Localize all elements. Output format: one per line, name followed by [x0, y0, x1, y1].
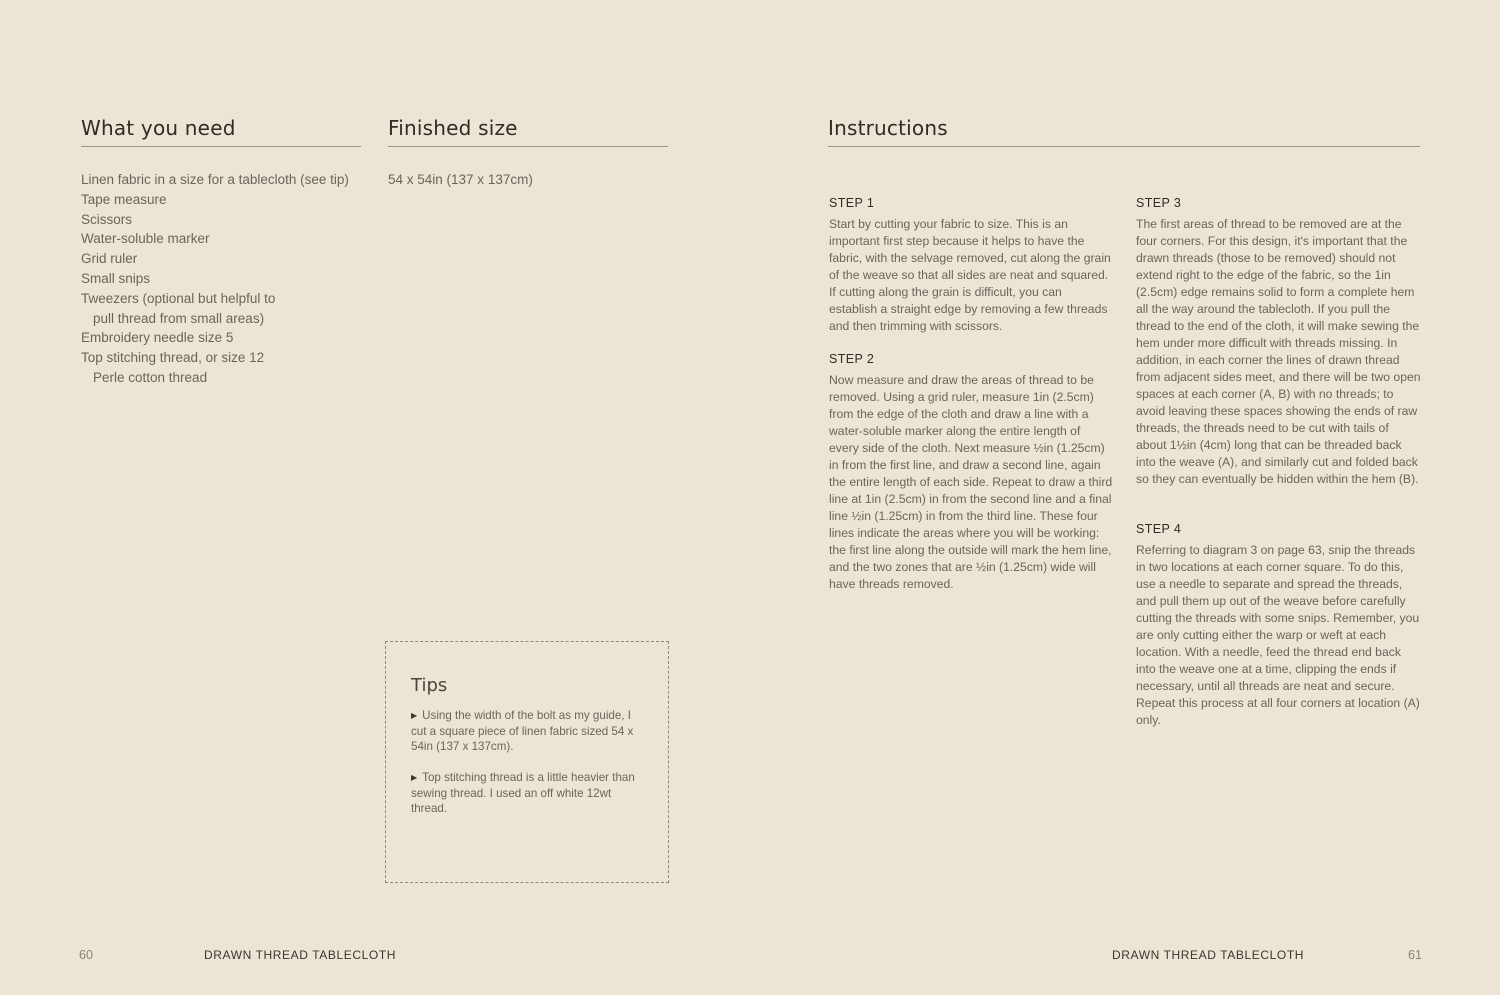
step-text: Now measure and draw the areas of thread to be removed. Using a grid ruler, measure 1in (2.5cm) from the edge of the cloth and draw a line with a water-soluble marker along the entire length of every side of the cloth. Next measure ½in (1.25cm) in from the first line, and draw a second line, again the entire length of each side. Repeat to draw a third line at 1in (2.5cm) in from the second line and a final line ½in (1.25cm) in from the third line. These four lines indicate the areas where you will be working: the first line along the outside will mark the hem line, and the two zones that are ½in (1.25cm) wide will have threads removed.: [829, 373, 1113, 591]
list-item: Small snips: [81, 270, 151, 286]
tip-item: ▶ Using the width of the bolt as my guide, I cut a square piece of linen fabric sized 54 x 54in (137 x 137cm).: [411, 709, 634, 754]
step-title: STEP 1: [829, 196, 875, 210]
list-item: Linen fabric in a size for a tablecloth (see tip): [81, 172, 349, 187]
running-head-left: DRAWN THREAD TABLECLOTH: [204, 948, 397, 962]
tips-box: [385, 641, 669, 883]
list-item: Top stitching thread, or size 12 Perle cotton thread: [81, 350, 265, 385]
list-item: Scissors: [81, 211, 133, 227]
instructions-heading: Instructions: [828, 116, 1420, 147]
materials-list: [81, 170, 349, 388]
tips-heading: Tips: [411, 675, 448, 696]
tip-item: ▶ Top stitching thread is a little heavier than sewing thread. I used an off white 12wt thread.: [411, 771, 635, 816]
list-item: Tweezers (optional but helpful to pull thread from small areas): [81, 290, 276, 326]
finished-size-value: 54 x 54in (137 x 137cm): [388, 172, 533, 187]
finished-size-heading: Finished size: [388, 116, 668, 147]
list-item: Embroidery needle size 5: [81, 330, 234, 346]
list-item: Tape measure: [81, 191, 167, 207]
step-title: STEP 3: [1136, 196, 1182, 210]
step-text: Referring to diagram 3 on page 63, snip the threads in two locations at each corner square. To do this, use a needle to separate and spread the threads, and pull them up out of the weave before carefully cutting the threads with some snips. Remember, you are only cutting either the warp or weft at each location. With a needle, feed the thread end back into the weave one at a time, clipping the ends if necessary, until all threads are neat and secure. Repeat this process at all four corners at location (A) only.: [1136, 543, 1420, 727]
step-title: STEP 4: [1136, 522, 1182, 536]
step-text: Start by cutting your fabric to size. This is an important first step because it helps to have the fabric, with the selvage removed, cut along the grain of the weave so that all sides are neat and squared. If cutting along the grain is difficult, you can establish a straight edge by removing a few threads and then trimming with scissors.: [829, 217, 1111, 333]
what-you-need-heading: What you need: [81, 116, 361, 147]
step-text: The first areas of thread to be removed are at the four corners. For this design, it's important that the drawn threads (those to be removed) should not extend right to the edge of the fabric, so the 1in (2.5cm) edge remains solid to form a complete hem all the way around the tablecloth. If you pull the thread to the end of the cloth, it will make sewing the hem under more difficult with threads missing. In addition, in each corner the lines of drawn thread from adjacent sides meet, and there will be two open spaces at each corner (A, B) with no threads; to avoid leaving these spaces showing the ends of raw threads, the threads need to be cut with tails of about 1½in (4cm) long that can be threaded back into the weave (A), and similarly cut and folded back so they can eventually be hidden within the hem (B).: [1136, 217, 1421, 486]
step-title: STEP 2: [829, 352, 875, 366]
triangle-bullet-icon: ▶: [411, 711, 418, 720]
list-item: Grid ruler: [81, 251, 138, 267]
step-1: [829, 196, 1113, 335]
list-item: Water-soluble marker: [81, 231, 210, 247]
page-number-left: 60: [79, 948, 93, 962]
step-3: [1136, 196, 1422, 488]
triangle-bullet-icon: ▶: [411, 773, 418, 782]
step-2: [829, 352, 1113, 593]
running-head-right: DRAWN THREAD TABLECLOTH: [1112, 948, 1305, 962]
step-4: [1136, 522, 1422, 729]
page-number-right: 61: [1408, 948, 1422, 962]
